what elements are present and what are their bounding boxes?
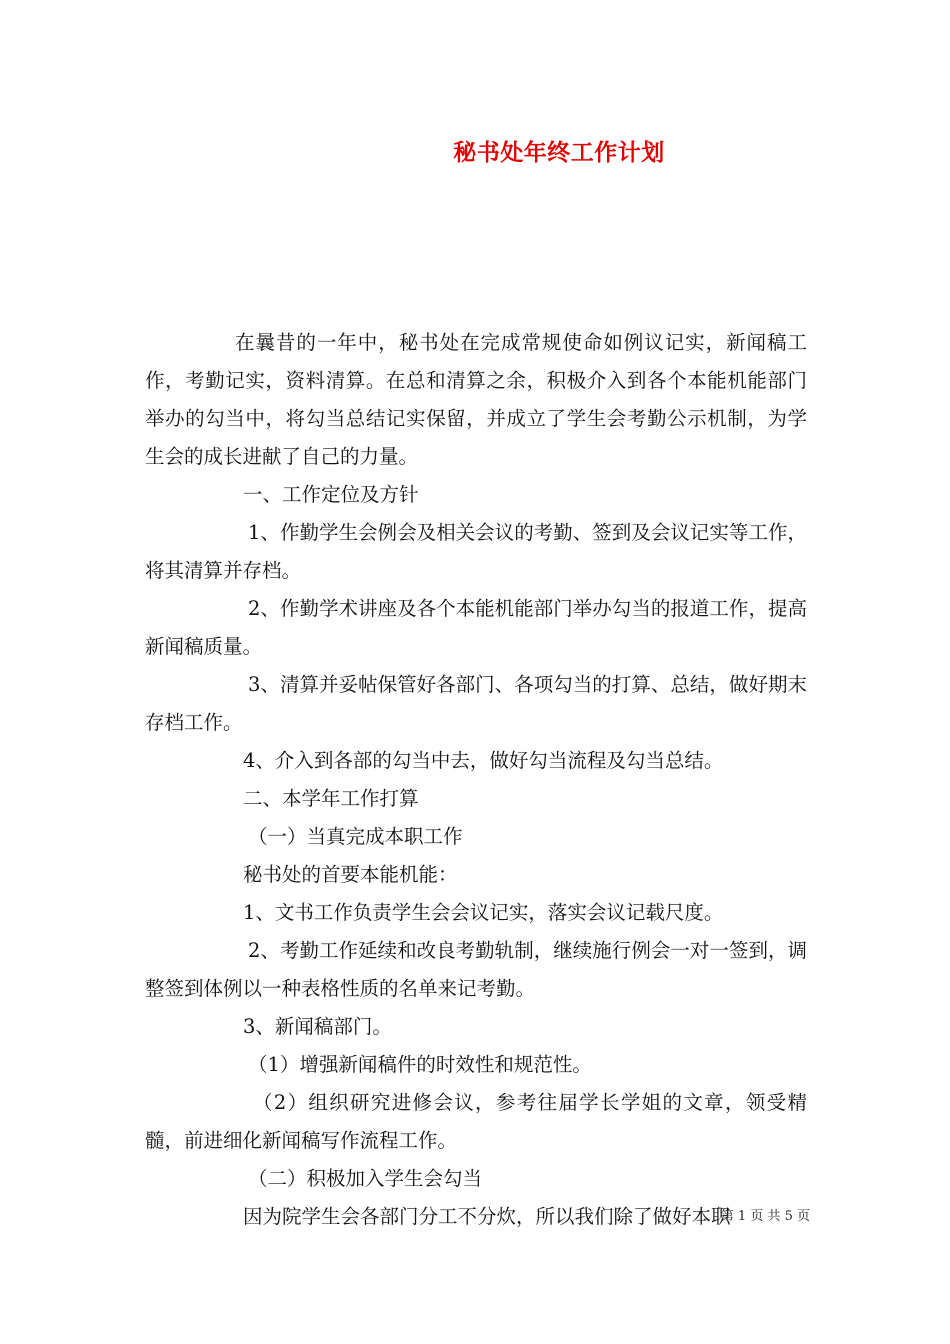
paragraph: 秘书处的首要本能机能： — [243, 863, 458, 886]
list-item: （2）组织研究进修会议，参考往届学长学姐的文章，领受精髓，前进细化新闻稿写作流程工作。 — [145, 1091, 807, 1152]
section-heading-1: 一、工作定位及方针 — [243, 483, 419, 506]
paragraph: 因为院学生会各部门分工不分炊，所以我们除了做好本职 — [243, 1205, 731, 1228]
document-body — [145, 324, 807, 1236]
list-item: （1）增强新闻稿件的时效性和规范性。 — [248, 1053, 592, 1076]
list-item: 3、清算并妥帖保管好各部门、各项勾当的打算、总结，做好期末存档工作。 — [145, 673, 807, 734]
list-item: 1、文书工作负责学生会会议记实，落实会议记载尺度。 — [243, 901, 724, 924]
intro-paragraph: 在曩昔的一年中，秘书处在完成常规使命如例议记实，新闻稿工作，考勤记实，资料清算。在总和清算之余，积极介入到各个本能机能部门举办的勾当中，将勾当总结记实保留，并成立了学生会考勤公示机制，为学生会的成长进献了自己的力量。 — [145, 331, 807, 468]
section-heading-2: 二、本学年工作打算 — [243, 787, 419, 810]
page-number: 第 1 页 共 5 页 — [720, 1209, 810, 1224]
page-title: 秘书处年终工作计划 — [453, 139, 665, 166]
list-item: 1、作勤学生会例会及相关会议的考勤、签到及会议记实等工作，将其清算并存档。 — [145, 521, 807, 582]
subsection-heading: （一）当真完成本职工作 — [248, 825, 463, 848]
list-item: 2、作勤学术讲座及各个本能机能部门举办勾当的报道工作，提高新闻稿质量。 — [145, 597, 807, 658]
list-item: 4、介入到各部的勾当中去，做好勾当流程及勾当总结。 — [243, 749, 724, 772]
subsection-heading: （二）积极加入学生会勾当 — [248, 1167, 483, 1190]
list-item: 3、新闻稿部门。 — [243, 1015, 392, 1038]
list-item: 2、考勤工作延续和改良考勤轨制，继续施行例会一对一签到，调整签到体例以一种表格性质的名单来记考勤。 — [145, 939, 807, 1000]
